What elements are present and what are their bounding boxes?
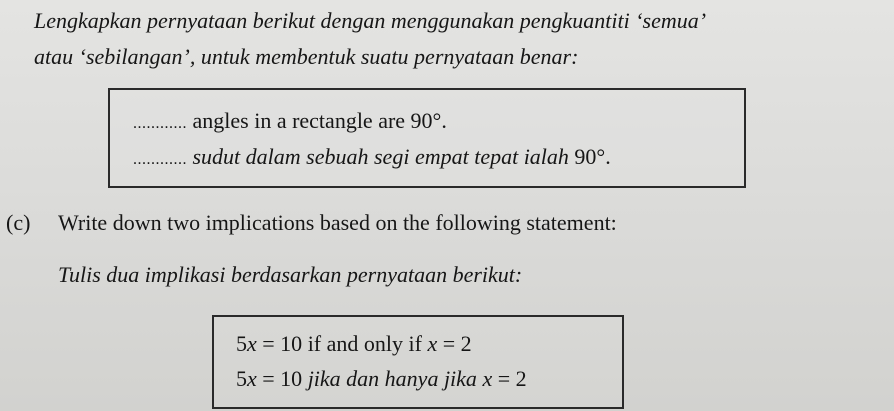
variable-x: x bbox=[247, 331, 257, 356]
instruction-line-2: atau ‘sebilangan’, untuk membentuk suatu pernyataan benar: bbox=[34, 44, 579, 69]
biconditional-malay bbox=[236, 366, 527, 392]
instruction-line-1: Lengkapkan pernyataan berikut dengan menggunakan pengkuantiti ‘semua’ bbox=[34, 8, 707, 33]
blank-dots: ............ bbox=[133, 151, 187, 168]
coefficient: 5 bbox=[236, 366, 247, 391]
malay-value: 90°. bbox=[574, 144, 611, 169]
english-value: 90°. bbox=[410, 108, 447, 133]
equation-right: = 10 bbox=[256, 331, 303, 356]
box1-line-english bbox=[133, 108, 447, 134]
variable-x: x bbox=[482, 366, 493, 391]
connector-malay: jika dan hanya jika bbox=[302, 366, 483, 391]
question-c-label: (c) bbox=[6, 210, 31, 235]
statement-box bbox=[108, 88, 746, 188]
english-statement: angles in a rectangle are bbox=[192, 108, 406, 133]
equation-right: = 10 bbox=[256, 366, 303, 391]
variable-x: x bbox=[427, 331, 438, 356]
box1-line-malay bbox=[133, 144, 611, 170]
equation-right: = 2 bbox=[437, 331, 472, 356]
biconditional-box bbox=[212, 315, 624, 409]
question-c-malay: Tulis dua implikasi berdasarkan pernyataan berikut: bbox=[58, 262, 523, 287]
blank-dots: ............ bbox=[133, 115, 187, 132]
biconditional-english bbox=[236, 331, 472, 357]
connector-english: if and only if bbox=[302, 331, 428, 356]
coefficient: 5 bbox=[236, 331, 247, 356]
malay-statement: sudut dalam sebuah segi empat tepat ialah bbox=[192, 144, 569, 169]
variable-x: x bbox=[247, 366, 257, 391]
question-c-english: Write down two implications based on the following statement: bbox=[58, 210, 617, 235]
equation-right: = 2 bbox=[492, 366, 527, 391]
